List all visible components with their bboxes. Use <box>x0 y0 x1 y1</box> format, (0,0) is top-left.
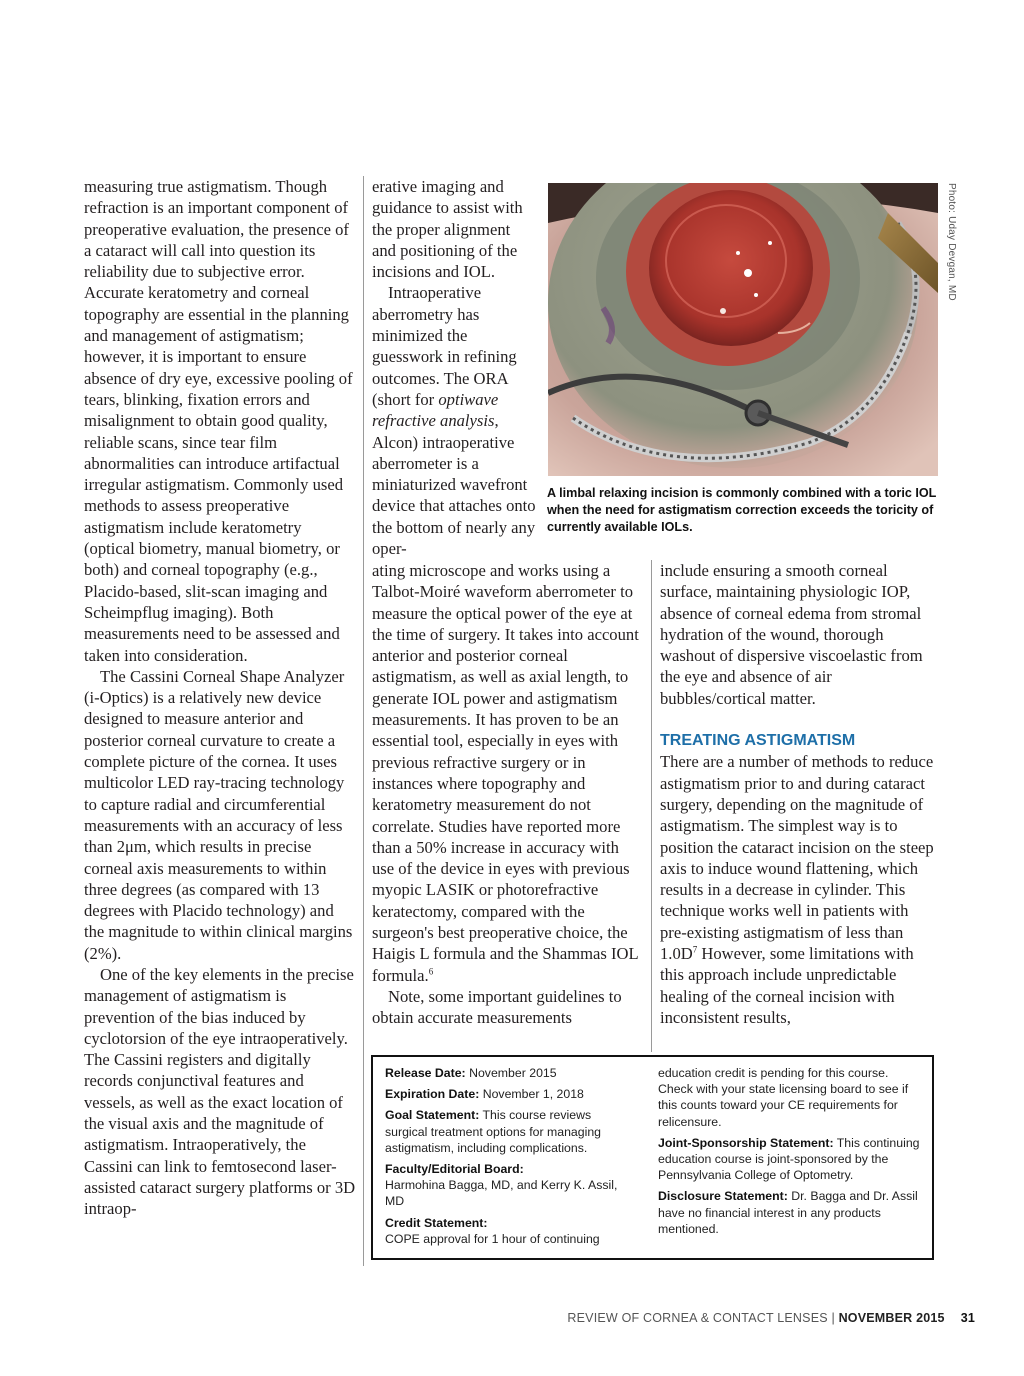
credit-statement <box>385 1215 633 1247</box>
issue-date: NOVEMBER 2015 <box>838 1311 945 1325</box>
joint-sponsorship-label: Joint-Sponsorship Statement: <box>658 1135 834 1150</box>
goal-statement-value: This course reviews surgical treatment options for managing astigmatism, including complications. <box>385 1108 601 1155</box>
column-divider-2 <box>651 560 652 1052</box>
col2-text: ating microscope and works using a Talbot-Moiré waveform aberrometer to measure the optical power of the eye at the time of surgery. It takes into account anterior and posterior corneal astigmatism, as well as axial length, to generate IOL power and astigmatism measurements. It has proven to be an essential tool, especially in eyes with previous refractive surgery or in instances where topography and keratometry measurement do not correlate. Studies have reported more than a 50% increase in accuracy with use of the device in eyes with previous myopic LASIK or photorefractive keratectomy, compared with the surgeon's best preoperative choice, the Haigis L formula and the Shammas IOL formula. <box>372 561 639 985</box>
course-info-box <box>371 1055 934 1260</box>
credit-statement-cont: education credit is pending for this course. Check with your state licensing board to see if this counts toward your CE requirements for relicensure. <box>658 1066 909 1129</box>
reference-6: 6 <box>428 966 434 977</box>
goal-statement <box>385 1107 633 1156</box>
page-footer <box>567 1311 975 1325</box>
col3-text: There are a number of methods to reduce astigmatism prior to and during cataract surgery, depending on the magnitude of astigmatism. The simplest way is to position the cataract incision on the steep axis to induce wound flattening, which results in a decrease in cylinder. This technique works well in patients with pre-existing astigmatism of less than 1.0D <box>660 752 934 964</box>
release-date-value: November 2015 <box>465 1066 557 1080</box>
col3-paragraph-2 <box>660 751 935 1028</box>
col2-paragraph-3: Note, some important guidelines to obtain accurate measurements <box>372 986 622 1028</box>
col3-paragraph-1: include ensuring a smooth corneal surface, maintaining physiologic IOP, absence of corneal edema from stromal hydration of the wound, thorough washout of dispersive viscoelastic from the eye and absence of air bubbles/cortical matter. <box>660 561 923 708</box>
credit-statement-value: COPE approval for 1 hour of continuing <box>385 1231 600 1246</box>
photo-credit: Photo: Uday Devgan, MD <box>946 183 957 301</box>
credit-statement-label: Credit Statement: <box>385 1215 488 1230</box>
photo-caption: A limbal relaxing incision is commonly combined with a toric IOL when the need for astigmatism correction exceeds the toricity of currently available IOLs. <box>547 486 937 534</box>
eye-surgery-image <box>548 183 938 476</box>
column-2-lower <box>372 560 644 1029</box>
release-date-label: Release Date: <box>385 1066 466 1080</box>
reference-7: 7 <box>692 944 698 955</box>
faculty-board <box>385 1161 633 1210</box>
expiration-date-label: Expiration Date: <box>385 1087 480 1102</box>
surgical-eye-photo <box>548 183 938 476</box>
col2-paragraph-1: erative imaging and guidance to assist with the proper alignment and positioning of the incisions and IOL. <box>372 177 523 282</box>
journal-name: REVIEW OF CORNEA & CONTACT LENSES | <box>567 1311 839 1325</box>
col1-paragraph-3: One of the key elements in the precise management of astigmatism is prevention of the bias induced by cyclotorsion of the eye intraoperatively. The Cassini registers and digitally records conjunctival features and vessels, as well as the exact location of the visual axis and the magnitude of astigmatism. Intraoperatively, the Cassini can link to femtosecond laser-assisted cataract surgery platforms or 3D intraop- <box>84 964 356 1219</box>
col1-paragraph-1: measuring true astigmatism. Though refraction is an important component of preoperative evaluation, the presence of a cataract will call into question its reliability due to subjective error. Accurate keratometry and corneal topography are essential in the planning and management of astigmatism; however, it is important to ensure absence of dry eye, excessive pooling of tears, blinking, fixation errors and misalignment to obtain good quality, reliable scans, since tear film abnormalities can introduce artifactual irregular astigmatism. Commonly used methods to assess preoperative astigmatism include keratometry (optical biometry, manual biometry, or both) and corneal topography (e.g., Placido-based, slit-scan imaging and Scheimpflug imaging). Both measurements need to be assessed and taken into consideration. <box>84 177 353 665</box>
col2-paragraph-2 <box>372 282 537 559</box>
info-box-left <box>385 1065 633 1252</box>
info-box-right <box>658 1065 926 1242</box>
disclosure-statement <box>658 1188 926 1237</box>
col2-text: Intraoperative aberrometry has minimized the guesswork in refining outcomes. The ORA (short for <box>372 283 517 409</box>
page-number: 31 <box>960 1311 975 1325</box>
goal-statement-label: Goal Statement: <box>385 1108 480 1123</box>
release-date <box>385 1065 633 1081</box>
column-3 <box>660 560 935 1028</box>
col3-text: However, some limitations with this approach include unpredictable healing of the corneal incision with inconsistent results, <box>660 944 914 1027</box>
col1-paragraph-2: The Cassini Corneal Shape Analyzer (i-Optics) is a relatively new device designed to measure anterior and posterior corneal curvature to create a complete picture of the cornea. It uses multicolor LED ray-tracing technology to capture radial and circumferential measurements with an accuracy of less than 2μm, which results in precise corneal axis measurements to within three degrees (as compared with 13 degrees with Placido technology) and the magnitude to within clinical margins (2%). <box>84 666 353 963</box>
faculty-board-label: Faculty/Editorial Board: <box>385 1162 524 1177</box>
column-1 <box>84 176 356 1220</box>
column-divider-1 <box>363 176 364 1266</box>
disclosure-value: Dr. Bagga and Dr. Assil have no financial interest in any products mentioned. <box>658 1189 918 1236</box>
column-2-upper <box>372 176 537 559</box>
expiration-date-value: November 1, 2018 <box>479 1087 584 1102</box>
joint-sponsorship-value: This continuing education course is joint-sponsored by the Pennsylvania College of Optometry. <box>658 1135 920 1183</box>
ora-name-italic: optiwave refractive analysis <box>372 389 499 431</box>
section-heading: TREATING ASTIGMATISM <box>660 732 856 750</box>
faculty-board-value: Harmohina Bagga, MD, and Kerry K. Assil, MD <box>385 1178 618 1209</box>
expiration-date <box>385 1086 633 1102</box>
disclosure-label: Disclosure Statement: <box>658 1189 788 1204</box>
col2-text: , Alcon) intraoperative aberrometer is a miniaturized wavefront device that attaches onto the bottom of nearly any oper- <box>372 411 536 559</box>
joint-sponsorship <box>658 1135 926 1184</box>
col2-paragraph-2-cont <box>372 560 644 986</box>
